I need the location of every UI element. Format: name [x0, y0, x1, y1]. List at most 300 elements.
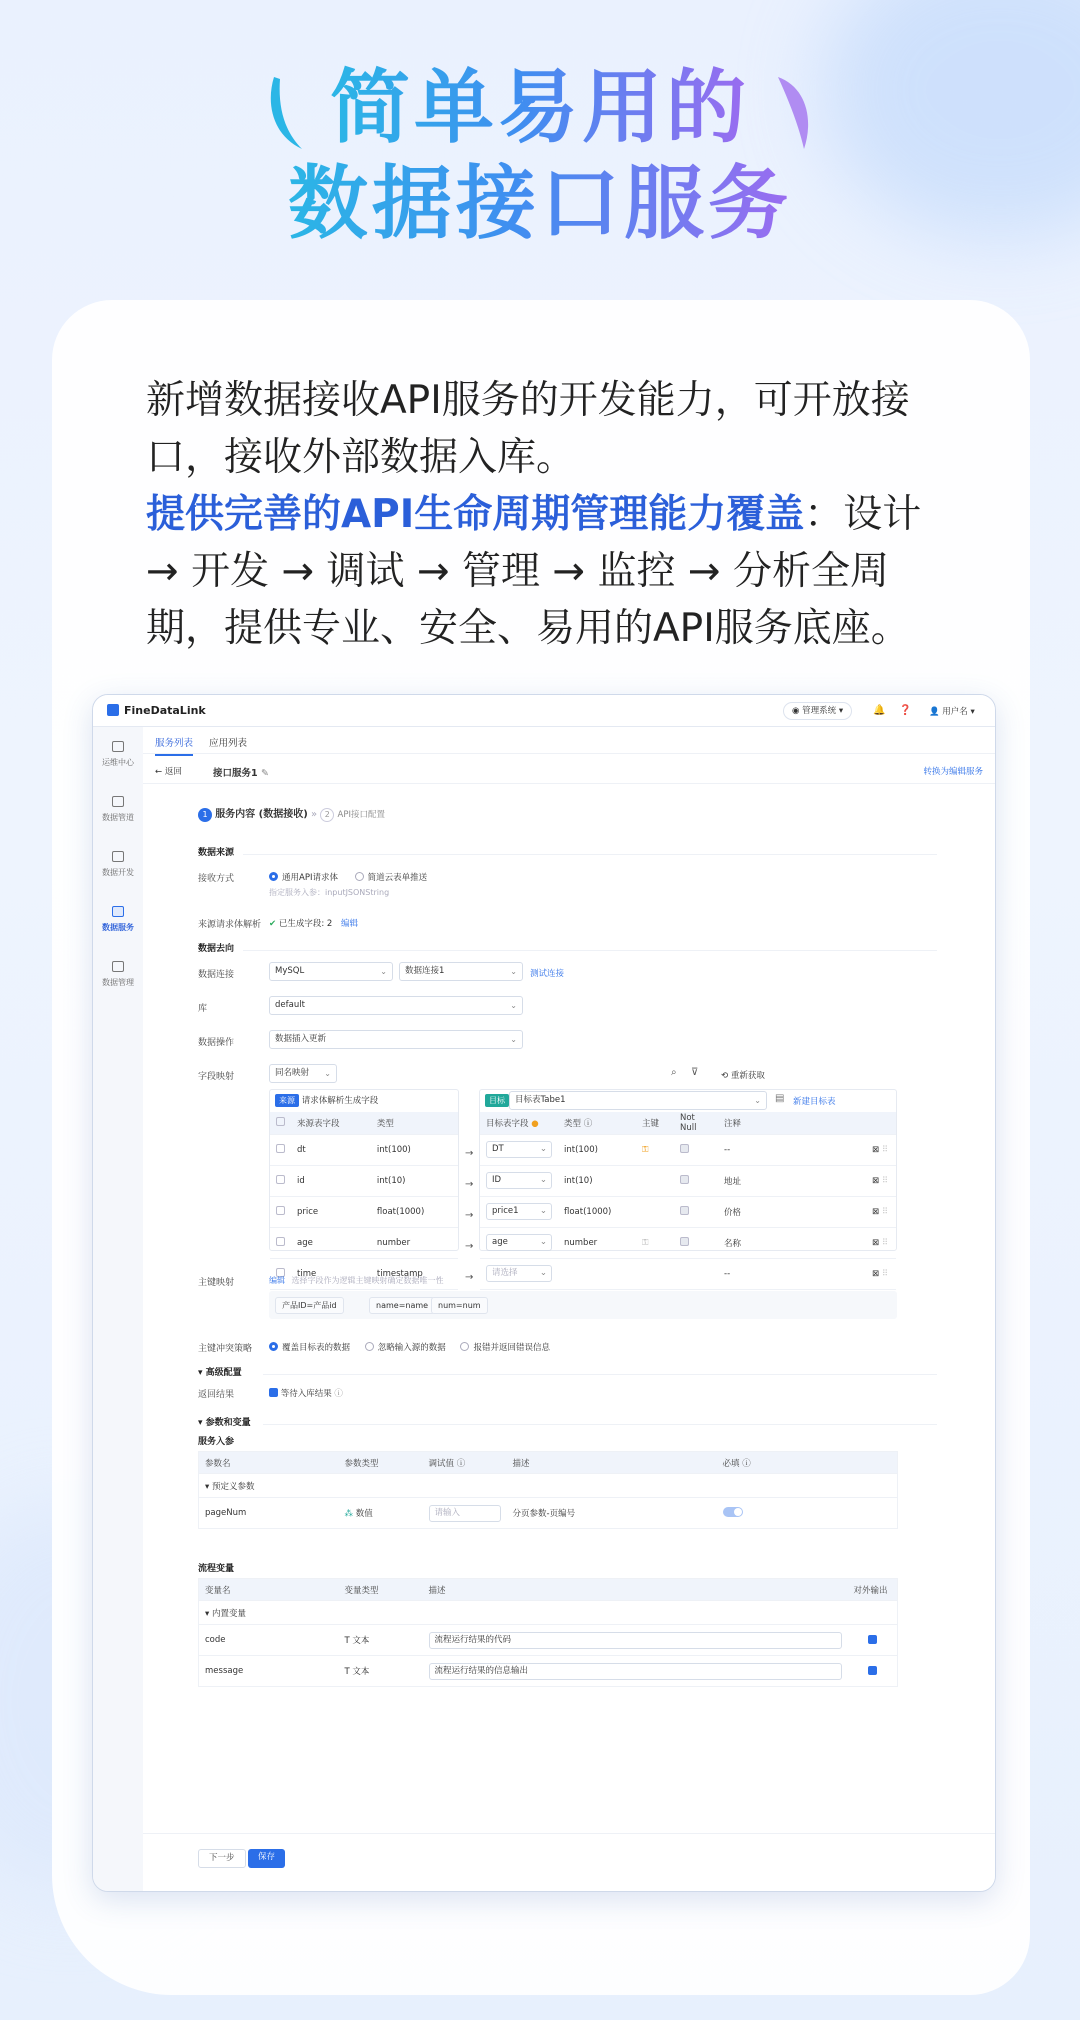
- sidebar-item-pipeline[interactable]: [93, 796, 143, 823]
- delete-icon[interactable]: ⊠: [872, 1237, 880, 1248]
- output-cell: [848, 1625, 898, 1656]
- pk-pairs-area: [269, 1291, 897, 1319]
- number-type-icon: ⁂: [344, 1509, 353, 1519]
- tgt-field-value: price1: [492, 1206, 519, 1216]
- new-table-link[interactable]: 新建目标表: [793, 1097, 836, 1107]
- drag-handle-icon[interactable]: ⠿: [881, 1144, 889, 1155]
- var-desc-cell: [423, 1625, 848, 1656]
- row-checkbox[interactable]: [276, 1175, 285, 1184]
- info-icon: ⓘ: [334, 1389, 343, 1399]
- system-menu-label: 管理系统: [802, 706, 837, 716]
- sidebar-item-ops[interactable]: [93, 741, 143, 768]
- source-panel-header: [275, 1094, 378, 1107]
- table-row: [480, 1196, 896, 1227]
- radio-overwrite-label: 覆盖目标表的数据: [282, 1343, 351, 1353]
- debug-value-input[interactable]: [429, 1505, 501, 1522]
- notnull-cell: [674, 1196, 718, 1227]
- tgt-field-value: age: [492, 1237, 508, 1247]
- row-check: [270, 1227, 291, 1258]
- var-type: 文本: [352, 1636, 370, 1646]
- drag-handle-icon[interactable]: ⠿: [881, 1175, 889, 1186]
- flow-group-label: 内置变量: [211, 1608, 246, 1619]
- intro-plain-1: 新增数据接收API服务的开发能力，可开放接口，接收外部数据入库。: [146, 378, 910, 480]
- chevron-down-icon: ⌄: [510, 1001, 517, 1010]
- refresh-label: 重新获取: [730, 1071, 765, 1081]
- hero-title: [0, 60, 1080, 252]
- var-desc: 流程运行结果的代码: [434, 1634, 512, 1645]
- actions-cell: [866, 1258, 896, 1289]
- notnull-checkbox[interactable]: [680, 1206, 689, 1215]
- app-screenshot: [92, 694, 996, 1892]
- advanced-toggle[interactable]: ▾ 高级配置: [198, 1368, 242, 1378]
- radio-overwrite[interactable]: [269, 1343, 350, 1353]
- group-cell: ▾ 预定义参数: [199, 1474, 898, 1498]
- delete-icon[interactable]: ⊠: [872, 1175, 880, 1186]
- col-param-name: 参数名: [199, 1452, 339, 1474]
- sidebar: [93, 727, 143, 1891]
- conflict-label: 主键冲突策略: [198, 1344, 253, 1354]
- op-value: 数据插入更新: [275, 1034, 327, 1044]
- service-icon: [112, 906, 124, 917]
- tgt-field-select[interactable]: [486, 1265, 552, 1282]
- table-info-icon[interactable]: ▤: [775, 1093, 785, 1104]
- switch-mode-link[interactable]: 转换为编辑服务: [923, 767, 983, 777]
- var-name: message: [199, 1656, 339, 1687]
- parse-status-text: 已生成字段: 2: [278, 919, 333, 929]
- tgt-field-cell: [480, 1196, 558, 1227]
- wait-checkbox[interactable]: [269, 1387, 343, 1399]
- flow-vars-title: 流程变量: [198, 1564, 235, 1574]
- target-table-select[interactable]: [509, 1091, 767, 1110]
- row-checkbox[interactable]: [276, 1144, 285, 1153]
- var-type: 文本: [352, 1667, 370, 1677]
- row-check: [270, 1196, 291, 1227]
- notnull-cell: [674, 1227, 718, 1258]
- notnull-cell: [674, 1258, 718, 1289]
- sidebar-label: 数据管理: [102, 978, 134, 987]
- table-header-row: [199, 1452, 898, 1474]
- chevron-down-icon: ⌄: [510, 1035, 517, 1044]
- actions-cell: [866, 1196, 896, 1227]
- parse-edit-link[interactable]: 编辑: [341, 919, 359, 929]
- top-bar: [93, 695, 995, 727]
- src-type: int(100): [371, 1134, 458, 1165]
- header-check: [270, 1112, 291, 1134]
- debug-cell: [423, 1498, 507, 1529]
- app-logo[interactable]: [107, 704, 206, 717]
- group-label: 预定义参数: [211, 1481, 255, 1492]
- sidebar-label: 数据服务: [102, 923, 134, 932]
- col-tgt-field: [480, 1112, 558, 1134]
- table-header-row: [199, 1579, 898, 1601]
- tgt-field-value: ID: [492, 1175, 502, 1185]
- dev-icon: [112, 851, 124, 862]
- col-debug-value: [423, 1452, 507, 1474]
- col-var-type: 变量类型: [339, 1579, 423, 1601]
- var-name: code: [199, 1625, 339, 1656]
- user-menu-label: 用户名: [942, 707, 968, 717]
- return-label: 返回结果: [198, 1390, 235, 1400]
- logo-text: FineDataLink: [124, 704, 206, 717]
- service-name: [213, 765, 269, 779]
- title-line-1: 简单易用的: [330, 61, 750, 154]
- filter-icon[interactable]: ⊽: [691, 1067, 699, 1078]
- var-type-cell: [339, 1625, 423, 1656]
- left-leaf-icon: [266, 73, 306, 153]
- param-type: 数值: [355, 1509, 373, 1519]
- map-label: 字段映射: [198, 1072, 235, 1082]
- chevron-down-icon: ⌄: [324, 1069, 331, 1078]
- source-badge: 来源: [275, 1094, 299, 1107]
- notnull-checkbox[interactable]: [680, 1144, 689, 1153]
- radio-api-body[interactable]: [269, 873, 338, 883]
- param-name: pageNum: [199, 1498, 339, 1529]
- tgt-field-cell: [480, 1258, 558, 1289]
- radio-error[interactable]: [460, 1343, 550, 1353]
- col-notnull: Not Null: [674, 1112, 718, 1134]
- param-hint: 指定服务入参：inputJSONString: [269, 888, 390, 897]
- sidebar-label: 数据开发: [102, 868, 134, 877]
- conn-label: 数据连接: [198, 970, 235, 980]
- table-row: [480, 1134, 896, 1165]
- table-row: [199, 1625, 898, 1656]
- tgt-comment: 名称: [718, 1227, 866, 1258]
- chevron-down-icon: ⌄: [539, 1237, 547, 1247]
- refresh-button[interactable]: [721, 1069, 765, 1081]
- tgt-field-value: DT: [492, 1144, 504, 1154]
- radio-on-icon: [269, 1342, 278, 1351]
- table-row: [480, 1227, 896, 1258]
- target-badge: 目标: [485, 1094, 509, 1107]
- conn-name-select[interactable]: [399, 962, 523, 981]
- radio-ignore-label: 忽略输入源的数据: [377, 1343, 446, 1353]
- intro-highlight: 提供完善的API生命周期管理能力覆盖: [146, 492, 805, 537]
- col-var-name: 变量名: [199, 1579, 339, 1601]
- delete-icon[interactable]: ⊠: [872, 1206, 880, 1217]
- system-menu[interactable]: ◉ 管理系统 ▾: [783, 702, 852, 720]
- tgt-type: int(100): [558, 1134, 636, 1165]
- param-type-cell: [339, 1498, 423, 1529]
- save-button[interactable]: 保存: [248, 1849, 285, 1868]
- radio-on-icon: [269, 872, 278, 881]
- pk-pair-tag[interactable]: name=name: [369, 1297, 435, 1314]
- table-header-row: [480, 1112, 896, 1134]
- arrow-icon: →: [465, 1210, 474, 1221]
- primary-key-icon[interactable]: ⚿: [642, 1237, 649, 1248]
- method-label: 接收方式: [198, 874, 235, 884]
- sidebar-item-service[interactable]: [93, 906, 143, 933]
- table-header-row: [270, 1112, 458, 1134]
- row-check: [270, 1165, 291, 1196]
- col-pk: 主键: [636, 1112, 674, 1134]
- col-param-type: 参数类型: [339, 1452, 423, 1474]
- sidebar-label: 数据管道: [102, 813, 134, 822]
- src-field: time: [291, 1258, 371, 1289]
- radio-api-label: 通用API请求体: [282, 873, 338, 883]
- checkbox-checked-icon: [269, 1388, 278, 1397]
- parse-status: [269, 917, 358, 929]
- user-menu[interactable]: 👤 用户名 ▾: [929, 707, 975, 717]
- drag-handle-icon[interactable]: ⠿: [881, 1268, 889, 1279]
- refresh-icon: ⟲: [721, 1071, 729, 1081]
- intro-plain-2: ：设计 → 开发 → 调试 → 管理 → 监控 → 分析全周期，提供专业、安全、易用的API服务底座。: [146, 492, 922, 651]
- tgt-field-cell: [480, 1227, 558, 1258]
- notnull-checkbox[interactable]: [680, 1175, 689, 1184]
- wait-label: 等待入库结果: [280, 1389, 332, 1399]
- radio-off-icon: [460, 1342, 469, 1351]
- radio-jdy-push[interactable]: [355, 873, 428, 883]
- col-tgt-field-text: 目标表字段: [486, 1118, 529, 1129]
- tgt-field-cell: [480, 1165, 558, 1196]
- back-label: 返回: [164, 767, 182, 777]
- tgt-field-select[interactable]: [486, 1203, 552, 1220]
- step2-number: 2: [320, 808, 334, 822]
- db-value: default: [275, 1000, 305, 1010]
- op-label: 数据操作: [198, 1038, 235, 1048]
- conn-type-value: MySQL: [275, 966, 305, 976]
- var-desc-input[interactable]: [429, 1632, 842, 1649]
- required-cell: [717, 1498, 898, 1529]
- tgt-type: [558, 1258, 636, 1289]
- delete-icon[interactable]: ⊠: [872, 1144, 880, 1155]
- step2-label[interactable]: API接口配置: [337, 810, 385, 820]
- actions-cell: [866, 1227, 896, 1258]
- output-checkbox[interactable]: [868, 1666, 877, 1675]
- row-check: [270, 1134, 291, 1165]
- param-desc: 分页参数-页编号: [507, 1498, 717, 1529]
- row-checkbox[interactable]: [276, 1206, 285, 1215]
- tgt-comment: --: [718, 1258, 866, 1289]
- col-actions: [866, 1112, 896, 1134]
- title-line-2: 数据接口服务: [288, 157, 792, 250]
- op-select[interactable]: [269, 1030, 523, 1049]
- pk-cell: [636, 1258, 674, 1289]
- tab-app-list[interactable]: 应用列表: [209, 738, 248, 749]
- pk-cell: [636, 1227, 674, 1258]
- chevron-down-icon: ⌄: [510, 967, 517, 976]
- input-params-title: 服务入参: [198, 1437, 235, 1447]
- src-type: int(10): [371, 1165, 458, 1196]
- warning-icon: ●: [531, 1118, 539, 1129]
- params-section-title: 参数和变量: [205, 1418, 251, 1428]
- logo-icon: [107, 704, 119, 716]
- primary-key-icon[interactable]: ⚿: [642, 1144, 649, 1155]
- radio-off-icon: [365, 1342, 374, 1351]
- tgt-field-select[interactable]: [486, 1234, 552, 1251]
- pk-cell: [636, 1196, 674, 1227]
- ops-icon: [112, 741, 124, 752]
- arrow-icon: →: [465, 1241, 474, 1252]
- step-bar: [198, 805, 385, 822]
- chevron-down-icon: ⌄: [539, 1206, 547, 1216]
- tgt-type: float(1000): [558, 1196, 636, 1227]
- target-table: [480, 1112, 896, 1290]
- chevron-down-icon: ⌄: [539, 1268, 547, 1278]
- test-conn-link[interactable]: 测试连接: [530, 969, 565, 979]
- bell-icon[interactable]: 🔔: [873, 705, 886, 716]
- col-tgt-type-text: 类型: [564, 1118, 582, 1129]
- arrow-icon: →: [465, 1179, 474, 1190]
- right-leaf-icon: [774, 73, 814, 153]
- map-value: 同名映射: [275, 1068, 310, 1078]
- method-radio-group: [269, 871, 427, 883]
- tgt-field-select[interactable]: [486, 1141, 552, 1158]
- table-row: [480, 1258, 896, 1289]
- text-type-icon: T: [344, 1667, 350, 1677]
- manage-icon: [112, 961, 124, 972]
- search-icon[interactable]: ⌕: [671, 1067, 677, 1078]
- chevron-down-icon: ⌄: [380, 967, 387, 976]
- col-comment: 注释: [718, 1112, 866, 1134]
- output-checkbox[interactable]: [868, 1635, 877, 1644]
- actions-cell: [866, 1165, 896, 1196]
- table-row: [199, 1498, 898, 1529]
- step1-label[interactable]: 服务内容 (数据接收): [215, 809, 308, 820]
- info-icon: ⓘ: [583, 1118, 593, 1129]
- col-required-text: 必填: [722, 1458, 740, 1469]
- parse-label: 来源请求体解析: [198, 920, 262, 930]
- row-checkbox[interactable]: [276, 1237, 285, 1246]
- radio-off-icon: [355, 872, 364, 881]
- col-var-desc: 描述: [423, 1579, 848, 1601]
- output-cell: [848, 1656, 898, 1687]
- pk-pair-tag[interactable]: num=num: [431, 1297, 488, 1314]
- conflict-radio-group: [269, 1341, 550, 1353]
- chevron-down-icon: ⌄: [539, 1144, 547, 1154]
- select-all-checkbox[interactable]: [276, 1117, 285, 1126]
- check-circle-icon: ✔: [269, 919, 277, 929]
- sidebar-item-dev[interactable]: [93, 851, 143, 878]
- input-params-table: [198, 1451, 898, 1529]
- tgt-type: int(10): [558, 1165, 636, 1196]
- table-row: [270, 1227, 458, 1258]
- group-cell: ▾ 内置变量: [199, 1601, 898, 1625]
- tgt-field-placeholder: 请选择: [492, 1268, 518, 1278]
- notnull-cell: [674, 1134, 718, 1165]
- required-toggle[interactable]: [723, 1507, 743, 1517]
- db-label: 库: [198, 1004, 208, 1014]
- col-output: 对外输出: [848, 1579, 898, 1601]
- pipeline-icon: [112, 796, 124, 807]
- chevron-down-icon: ⌄: [539, 1175, 547, 1185]
- arrow-icon: →: [465, 1148, 474, 1159]
- pk-label: 主键映射: [198, 1278, 235, 1288]
- tgt-field-select[interactable]: [486, 1172, 552, 1189]
- tgt-comment: --: [718, 1134, 866, 1165]
- tab-service-list[interactable]: 服务列表: [155, 735, 193, 756]
- next-step-button[interactable]: 下一步: [198, 1849, 246, 1868]
- group-row[interactable]: [199, 1474, 898, 1498]
- text-type-icon: T: [344, 1636, 350, 1646]
- pk-edit-row: [269, 1275, 444, 1286]
- col-src-field: 来源表字段: [291, 1112, 371, 1134]
- source-panel-title: 请求体解析生成字段: [301, 1096, 379, 1106]
- var-desc: 流程运行结果的信息输出: [434, 1665, 529, 1676]
- actions-cell: [866, 1134, 896, 1165]
- chevron-down-icon: ⌄: [754, 1096, 761, 1105]
- src-field: price: [291, 1196, 371, 1227]
- main-panel: [143, 727, 995, 1891]
- target-panel-header: [485, 1094, 509, 1107]
- pk-pair-tag[interactable]: 产品ID=产品id: [275, 1297, 344, 1314]
- pk-cell: [636, 1165, 674, 1196]
- src-field: dt: [291, 1134, 371, 1165]
- mapping-arrows: [465, 1138, 473, 1293]
- col-desc: 描述: [507, 1452, 717, 1474]
- flow-vars-table: [198, 1578, 898, 1687]
- col-tgt-type: [558, 1112, 636, 1134]
- col-src-type: 类型: [371, 1112, 458, 1134]
- pk-hint: 选择字段作为逻辑主键映射确定数据唯一性: [291, 1276, 444, 1285]
- group-row[interactable]: [199, 1601, 898, 1625]
- table-row: [270, 1165, 458, 1196]
- table-row: [199, 1656, 898, 1687]
- drag-handle-icon[interactable]: ⠿: [881, 1237, 889, 1248]
- info-icon: ⓘ: [742, 1458, 751, 1469]
- col-required: [717, 1452, 898, 1474]
- map-select[interactable]: [269, 1064, 337, 1083]
- db-select[interactable]: [269, 996, 523, 1015]
- info-icon: ⓘ: [456, 1458, 466, 1469]
- tgt-type: number: [558, 1227, 636, 1258]
- src-type: float(1000): [371, 1196, 458, 1227]
- back-button[interactable]: ← 返回: [155, 767, 182, 777]
- table-row: [480, 1165, 896, 1196]
- drag-handle-icon[interactable]: ⠿: [881, 1206, 889, 1217]
- src-field: age: [291, 1227, 371, 1258]
- sidebar-label: 运维中心: [102, 758, 134, 767]
- help-icon[interactable]: ❓: [899, 705, 912, 716]
- col-debug-text: 调试值: [428, 1458, 455, 1469]
- notnull-checkbox[interactable]: [680, 1237, 689, 1246]
- radio-jdy-label: 简道云表单推送: [367, 873, 428, 883]
- conn-name-value: 数据连接1: [405, 966, 445, 976]
- conn-type-select[interactable]: [269, 962, 393, 981]
- advanced-section-title: 高级配置: [205, 1368, 242, 1378]
- target-table-value: 目标表Tabe1: [515, 1095, 566, 1105]
- pk-cell: [636, 1134, 674, 1165]
- params-toggle[interactable]: ▾ 参数和变量: [198, 1418, 251, 1428]
- section-target: 数据去向: [198, 944, 235, 954]
- source-table: [270, 1112, 458, 1290]
- tgt-comment: 地址: [718, 1165, 866, 1196]
- service-name-text: 接口服务1: [213, 768, 258, 779]
- debug-placeholder: 请输入: [434, 1507, 461, 1518]
- step-separator: »: [311, 809, 318, 820]
- tgt-field-cell: [480, 1134, 558, 1165]
- src-type: number: [371, 1227, 458, 1258]
- tgt-comment: 价格: [718, 1196, 866, 1227]
- intro-text: [146, 372, 946, 657]
- arrow-icon: →: [465, 1272, 474, 1283]
- table-row: [270, 1134, 458, 1165]
- var-desc-cell: [423, 1656, 848, 1687]
- edit-icon[interactable]: ✎: [260, 768, 269, 779]
- radio-ignore[interactable]: [365, 1343, 446, 1353]
- table-row: [270, 1196, 458, 1227]
- src-type: timestamp: [371, 1258, 458, 1289]
- src-field: id: [291, 1165, 371, 1196]
- var-type-cell: [339, 1656, 423, 1687]
- delete-icon[interactable]: ⊠: [872, 1268, 880, 1279]
- radio-error-label: 报错并返回错误信息: [473, 1343, 550, 1353]
- sidebar-item-manage[interactable]: [93, 961, 143, 988]
- step1-number: 1: [198, 808, 212, 822]
- var-desc-input[interactable]: [429, 1663, 842, 1680]
- notnull-cell: [674, 1165, 718, 1196]
- pk-edit-link[interactable]: 编辑: [269, 1276, 285, 1285]
- section-source: 数据来源: [198, 848, 235, 858]
